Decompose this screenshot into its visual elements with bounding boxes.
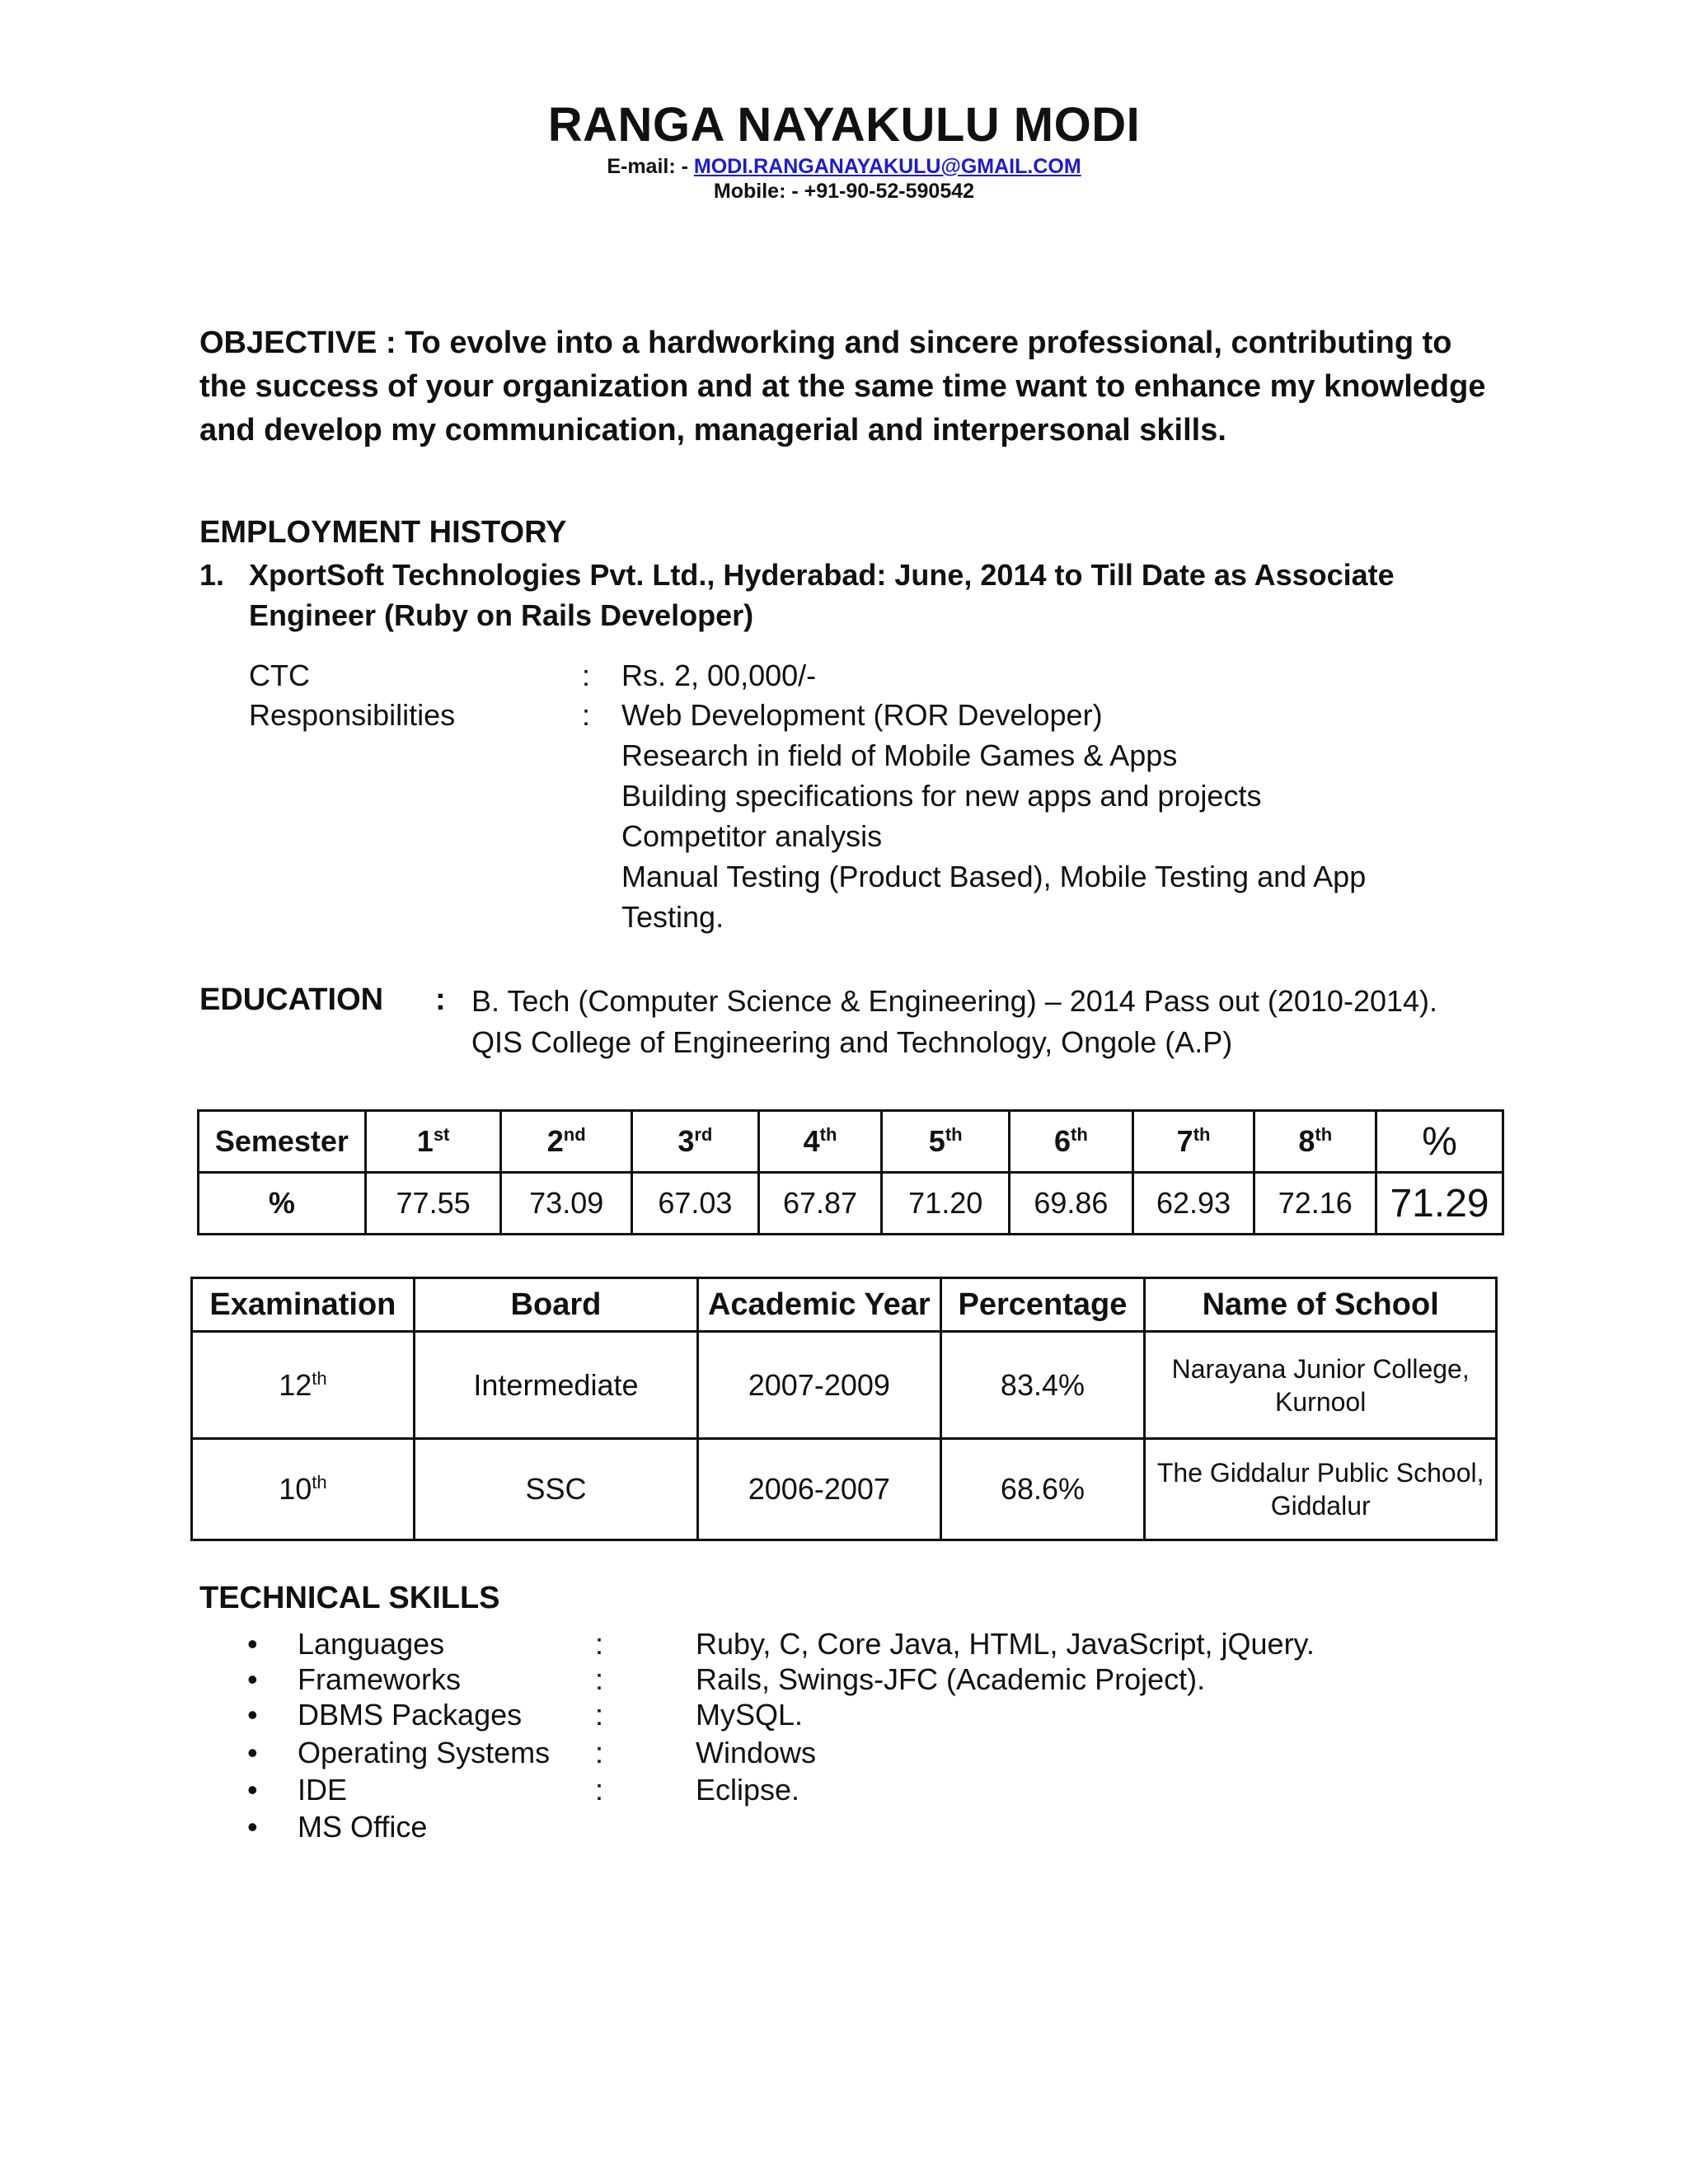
skill-label: Frameworks — [298, 1662, 462, 1696]
year-cell: 2006-2007 — [698, 1439, 940, 1540]
semester-header-cell: 5th — [882, 1111, 1010, 1173]
semester-value: 73.09 — [501, 1173, 632, 1235]
school-cell: Narayana Junior College, Kurnool — [1145, 1332, 1497, 1439]
responsibility-item: Building specifications for new apps and projects — [621, 779, 1262, 813]
ctc-label: CTC — [249, 658, 310, 692]
skill-colon: : — [595, 1698, 604, 1732]
semester-header-cell: 3rd — [632, 1111, 759, 1173]
school-cell: The Giddalur Public School, Giddalur — [1145, 1439, 1497, 1540]
semester-value: 67.03 — [632, 1173, 759, 1235]
semester-row-label: % — [199, 1173, 366, 1235]
semester-header-cell: 4th — [758, 1111, 882, 1173]
education-heading: EDUCATION — [199, 982, 384, 1017]
skill-label: DBMS Packages — [298, 1698, 523, 1732]
semester-table — [197, 1109, 1504, 1235]
skill-colon: : — [595, 1736, 604, 1769]
semester-values-row — [199, 1173, 1503, 1235]
semester-header-cell: 8th — [1254, 1111, 1376, 1173]
exam-header-academic-year: Academic Year — [698, 1278, 940, 1332]
overall-percentage: 71.29 — [1376, 1173, 1503, 1235]
responsibility-item: Testing. — [621, 900, 724, 934]
skill-value: Eclipse. — [696, 1773, 800, 1807]
exam-cell: 12th — [192, 1332, 415, 1439]
responsibility-item: Manual Testing (Product Based), Mobile Testing and App — [621, 860, 1367, 893]
skill-label: Languages — [298, 1627, 445, 1661]
exam-header-percentage: Percentage — [940, 1278, 1145, 1332]
skill-colon: : — [595, 1627, 604, 1661]
mobile-line: Mobile: - +91-90-52-590542 — [713, 180, 975, 203]
semester-header-cell: 1st — [365, 1111, 501, 1173]
semester-header-cell: 2nd — [501, 1111, 632, 1173]
examination-table — [190, 1277, 1498, 1541]
candidate-name: RANGA NAYAKULU MODI — [547, 98, 1141, 152]
percentage-cell: 68.6% — [940, 1439, 1145, 1540]
responsibility-item: Web Development (ROR Developer) — [621, 698, 1103, 732]
skill-colon: : — [595, 1662, 604, 1696]
exam-header-board: Board — [414, 1278, 697, 1332]
bullet-icon: • — [247, 1627, 258, 1661]
board-cell: Intermediate — [414, 1332, 697, 1439]
skill-value: MySQL. — [696, 1698, 804, 1732]
semester-header-label: Semester — [199, 1111, 366, 1173]
education-college: QIS College of Engineering and Technology, Ongole (A.P) — [471, 1025, 1233, 1059]
table-row — [192, 1439, 1497, 1540]
responsibility-item: Research in field of Mobile Games & Apps — [621, 738, 1178, 772]
skill-value: Windows — [696, 1736, 817, 1769]
exam-cell: 10th — [192, 1439, 415, 1540]
skill-label: MS Office — [298, 1810, 428, 1844]
ctc-value: Rs. 2, 00,000/- — [621, 658, 817, 692]
email-link[interactable]: MODI.RANGANAYAKULU@GMAIL.COM — [693, 155, 1081, 178]
exam-header-row — [192, 1278, 1497, 1332]
employment-history-heading: EMPLOYMENT HISTORY — [199, 515, 567, 550]
semester-value: 77.55 — [365, 1173, 501, 1235]
bullet-icon: • — [247, 1736, 258, 1769]
overall-percent-header: % — [1376, 1111, 1503, 1173]
exam-header-school: Name of School — [1145, 1278, 1497, 1332]
semester-value: 62.93 — [1132, 1173, 1254, 1235]
email-label: E-mail: - — [607, 155, 694, 178]
skill-label: IDE — [298, 1773, 348, 1807]
semester-value: 69.86 — [1010, 1173, 1133, 1235]
bullet-icon: • — [247, 1662, 258, 1696]
semester-header-cell: 7th — [1132, 1111, 1254, 1173]
ctc-colon: : — [582, 658, 591, 692]
education-colon: : — [435, 982, 446, 1017]
responsibilities-label: Responsibilities — [249, 698, 456, 732]
job-title: XportSoft Technologies Pvt. Ltd., Hyderabad: June, 2014 to Till Date as Associate Engineer (Ruby on Rails Developer) — [249, 558, 1395, 632]
semester-value: 72.16 — [1254, 1173, 1376, 1235]
board-cell: SSC — [414, 1439, 697, 1540]
bullet-icon: • — [247, 1810, 258, 1844]
job-number: 1. — [199, 558, 225, 592]
percentage-cell: 83.4% — [940, 1332, 1145, 1439]
technical-skills-heading: TECHNICAL SKILLS — [199, 1581, 500, 1615]
objective-paragraph: OBJECTIVE : To evolve into a hardworking and sincere professional, contributing to the success of your organization and at the same time want to enhance my knowledge and develop my communication, managerial and interpersonal skills. — [199, 326, 1486, 448]
semester-value: 71.20 — [882, 1173, 1010, 1235]
semester-header-cell: 6th — [1010, 1111, 1133, 1173]
semester-value: 67.87 — [758, 1173, 882, 1235]
bullet-icon: • — [247, 1698, 258, 1732]
responsibility-item: Competitor analysis — [621, 819, 883, 853]
email-line — [0, 155, 1688, 179]
skill-value: Rails, Swings-JFC (Academic Project). — [696, 1662, 1206, 1696]
responsibilities-colon: : — [582, 698, 591, 732]
skill-value: Ruby, C, Core Java, HTML, JavaScript, jQuery. — [696, 1627, 1315, 1661]
year-cell: 2007-2009 — [698, 1332, 940, 1439]
semester-header-row — [199, 1111, 1503, 1173]
bullet-icon: • — [247, 1773, 258, 1807]
education-degree: B. Tech (Computer Science & Engineering) – 2014 Pass out (2010-2014). — [471, 984, 1438, 1018]
skill-label: Operating Systems — [298, 1736, 551, 1769]
table-row — [192, 1332, 1497, 1439]
skill-colon: : — [595, 1773, 604, 1807]
exam-header-examination: Examination — [192, 1278, 415, 1332]
